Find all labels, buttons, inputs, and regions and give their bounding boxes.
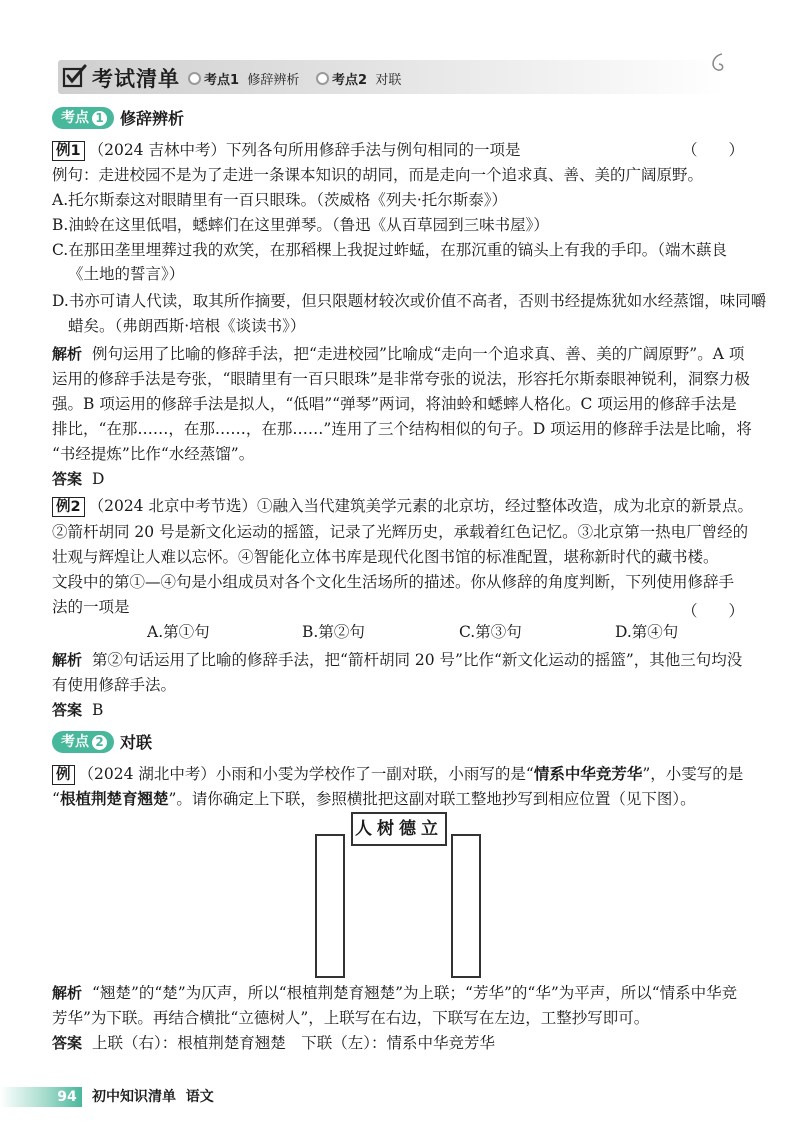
section-label-1 — [52, 106, 184, 128]
analysis-2-line: 解析 第②句话运用了比喻的修辞手法，把“箭杆胡同 20 号”比作“新文化运动的摇篮”，其他三句均没 — [52, 651, 743, 669]
analysis-label: 解析 — [52, 345, 83, 363]
example-tag: 例1 — [52, 141, 85, 161]
analysis-3-line: 芳华”为下联。再结合横批“立德树人”，上联写在右边，下联写在左边，工整抄写即可。 — [52, 1009, 650, 1027]
analysis-1-line: 运用的修辞手法是夸张，“眼睛里有一百只眼珠”是非常夸张的说法，形容托尔斯泰眼神锐利，洞察力极 — [52, 370, 750, 388]
couplet-scroll-left — [315, 834, 345, 978]
curl-decoration-icon — [702, 50, 732, 84]
analysis-1-line: 解析 例句运用了比喻的修辞手法，把“走进校园”比喻成“走向一个追求真、善、美的广阔原野”。A 项 — [52, 345, 745, 363]
example2-line: ②箭杆胡同 20 号是新文化运动的摇篮，记录了光辉历史，承载着红色记忆。③北京第一热电厂曾经的 — [52, 523, 749, 541]
analysis-1-line: 排比，“在那……，在那……，在那……”连用了三个结构相似的句子。D 项运用的修辞手法是比喻，将 — [52, 420, 752, 438]
header-title: 考试清单 — [92, 67, 180, 91]
option-d: D.第④句 — [615, 623, 679, 641]
section-badge: 考点 2 — [52, 731, 114, 753]
section-label-2 — [52, 730, 152, 752]
example2-line: 法的一项是 （ ） — [52, 595, 752, 619]
couplet-banner: 人树德立 — [351, 812, 447, 846]
analysis-3-line: 解析 “翘楚”的“楚”为仄声，所以“根植荆楚育翘楚”为上联；“芳华”的“华”为平声，所以“情系中华竞 — [52, 984, 738, 1002]
example-tag: 例2 — [52, 497, 85, 517]
page-number: 94 — [57, 1089, 77, 1105]
example-sentence: 例句：走进校园不是为了走进一条课本知识的胡同，而是走向一个追求真、善、美的广阔原野。 — [52, 166, 704, 184]
option-d: D.书亦可请人代读，取其所作摘要，但只限题材较次或价值不高者，否则书经提炼犹如水经蒸馏，味同嚼 — [52, 292, 767, 310]
example1-question: 例1 （2024 吉林中考）下列各句所用修辞手法与例句相同的一项是 （ ） — [52, 138, 752, 162]
example2-line: 文段中的第①—④句是小组成员对各个文化生活场所的描述。你从修辞的角度判断，下列使用修辞手 — [52, 573, 735, 591]
answer-label: 答案 — [52, 701, 83, 719]
analysis-1-line: “书经提炼”比作“水经蒸馏”。 — [52, 445, 255, 463]
option-d-cont: 蜡矣。（弗朗西斯·培根《谈读书》） — [68, 317, 306, 335]
option-b: B.第②句 — [302, 623, 365, 641]
footer-book-title: 初中知识清单 语文 — [92, 1089, 214, 1105]
example2-line: 例2 （2024 北京中考节选）①融入当代建筑美学元素的北京坊，经过整体改造，成为北京的新景点。 — [52, 494, 752, 518]
option-c-cont: 《土地的誓言》） — [68, 265, 185, 283]
analysis-label: 解析 — [52, 651, 83, 669]
analysis-1-line: 强。B 项运用的修辞手法是拟人，“低唱”“弹琴”两词，将油蛉和蟋蟀人格化。C 项运用的修辞手法是 — [52, 395, 737, 413]
example-tag: 例 — [52, 765, 75, 785]
header-point-1: 考点1 修辞辨析 — [188, 69, 299, 88]
option-b: B.油蛉在这里低唱，蟋蟀们在这里弹琴。（鲁迅《从百草园到三味书屋》） — [52, 216, 549, 234]
couplet-scroll-right — [451, 834, 481, 978]
answer-blank: （ ） — [681, 141, 744, 159]
answer-blank: （ ） — [681, 602, 744, 620]
answer-label: 答案 — [52, 1034, 83, 1052]
answer-2: 答案 B — [52, 701, 104, 719]
section-title: 对联 — [120, 733, 153, 752]
analysis-label: 解析 — [52, 984, 83, 1002]
analysis-2-line: 有使用修辞手法。 — [52, 676, 177, 694]
checkbox-icon — [62, 63, 88, 93]
example3-line: “根植荆楚育翘楚”。请你确定上下联，参照横批把这副对联工整地抄写到相应位置（见下图）。 — [52, 790, 696, 808]
section-header — [58, 60, 726, 94]
example2-line: 壮观与辉煌让人难以忘怀。④智能化立体书库是现代化图书馆的标准配置，堪称新时代的藏书楼。 — [52, 548, 719, 566]
header-point-2: 考点2 对联 — [316, 69, 401, 88]
answer-label: 答案 — [52, 470, 83, 488]
option-a: A.第①句 — [147, 623, 210, 641]
answer-3: 答案 上联（右）：根植荆楚育翘楚 下联（左）：情系中华竞芳华 — [52, 1034, 496, 1052]
answer-1: 答案 D — [52, 470, 105, 488]
section-badge: 考点 1 — [52, 107, 114, 129]
option-c: C.第③句 — [459, 623, 522, 641]
option-a: A.托尔斯泰这对眼睛里有一百只眼珠。（茨威格《列夫·托尔斯泰》） — [52, 191, 508, 209]
section-title: 修辞辨析 — [120, 109, 185, 128]
example2-options — [52, 620, 752, 644]
example3-line: 例 （2024 湖北中考）小雨和小雯为学校作了一副对联，小雨写的是“情系中华竞芳华”，小雯写的是 — [52, 762, 752, 786]
option-c: C.在那田垄里埋葬过我的欢笑，在那稻棵上我捉过蚱蜢，在那沉重的镐头上有我的手印。（端木蕻良 — [52, 241, 727, 259]
